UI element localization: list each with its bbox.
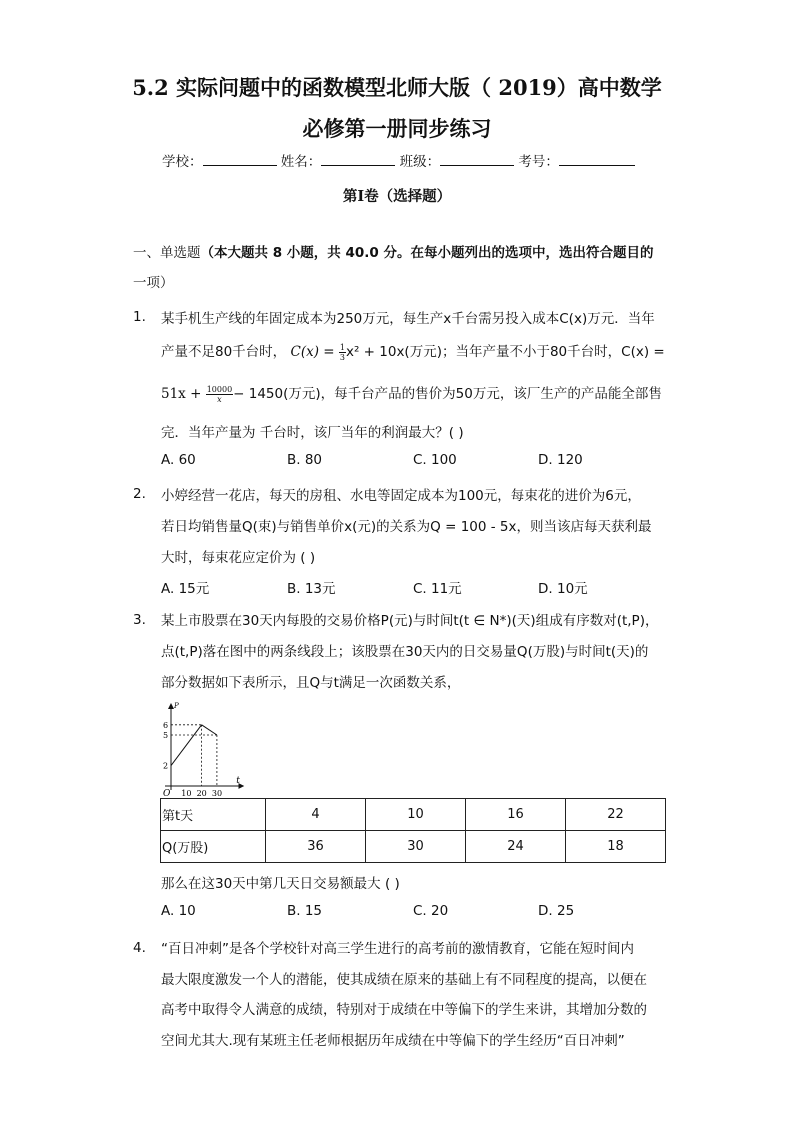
price-time-chart	[155, 700, 315, 798]
table-cell: 18	[566, 831, 666, 863]
q3-option-a[interactable]: A. 10	[161, 903, 196, 919]
q1-frac1-den: 3	[339, 352, 345, 362]
q1-option-c[interactable]: C. 100	[413, 452, 457, 468]
table-cell: 4	[266, 799, 366, 831]
table-cell: 10	[366, 799, 466, 831]
table-cell: 22	[566, 799, 666, 831]
q4-line-4: 空间尤其大.现有某班主任老师根据历年成绩在中等偏下的学生经历“百日冲刺”	[161, 1033, 625, 1049]
q2-line-2: 若日均销售量Q(束)与销售单价x(元)的关系为Q = 100 - 5x，则当该店每天获利最	[161, 519, 652, 535]
q1-option-b[interactable]: B. 80	[287, 452, 323, 468]
q1-number: 1.	[133, 309, 146, 325]
q3-line-1: 某上市股票在30天内每股的交易价格P(元)与时间t(t ∈ N*)(天)组成有序数对(t,P)，	[161, 613, 659, 629]
q3-option-b[interactable]: B. 15	[287, 903, 323, 919]
q4-line-2: 最大限度激发一个人的潜能，使其成绩在原来的基础上有不同程度的提高，以便在	[161, 972, 647, 988]
q1-option-d[interactable]: D. 120	[538, 452, 583, 468]
title-line-2: 必修第一册同步练习	[302, 116, 492, 141]
exam-number-blank[interactable]	[559, 151, 635, 166]
volume-heading: 第Ⅰ卷（选择题）	[342, 188, 452, 205]
q1-line-2a: 产量不足80千台时，	[161, 344, 287, 360]
section-heading	[133, 238, 673, 298]
school-label: 学校：	[162, 154, 203, 170]
origin-label: O	[163, 789, 171, 798]
y-tick-label: 5	[163, 731, 169, 740]
title-line-1: 5.2 实际问题中的函数模型北师大版（ 2019）高中数学	[132, 75, 662, 100]
class-label: 班级：	[399, 154, 441, 170]
table-cell: 36	[266, 831, 366, 863]
q4-number: 4.	[133, 940, 146, 956]
q2-line-1: 小婷经营一花店，每天的房租、水电等固定成本为100元，每束花的进价为6元，	[161, 488, 641, 504]
q2-number: 2.	[133, 486, 146, 502]
price-line-segment2	[202, 725, 217, 735]
q3-option-c[interactable]: C. 20	[413, 903, 449, 919]
q1-line-2c: x² + 10x(万元)；当年产量不小于80千台时，C(x) =	[345, 344, 665, 360]
x-axis-label: t	[236, 776, 240, 786]
y-tick-label: 2	[163, 761, 169, 771]
q3-line-4: 那么在这30天中第几天日交易额最大 ( )	[161, 876, 400, 892]
student-info-fields	[162, 150, 635, 170]
table-cell: 30	[366, 831, 466, 863]
q1-option-a[interactable]: A. 60	[161, 452, 196, 468]
q1-line-3a: 51x +	[161, 386, 202, 402]
q1-frac2-den: x	[217, 394, 222, 404]
q1-line-1: 某手机生产线的年固定成本为250万元，每生产x千台需另投入成本C(x)万元．当年	[161, 311, 655, 327]
q1-cost-fn: C(x) =	[290, 344, 335, 360]
q3-option-d[interactable]: D. 25	[538, 903, 575, 919]
q4-line-1: “百日冲刺”是各个学校针对高三学生进行的高考前的激情教育，它能在短时间内	[161, 941, 634, 957]
q1-line-3b: − 1450(万元)，每千台产品的售价为50万元，该厂生产的产品能全部售	[233, 386, 662, 402]
q1-frac1-num: 1	[339, 342, 345, 352]
q1-line-4: 完．当年产量为 千台时，该厂当年的利润最大？( )	[161, 425, 464, 441]
q3-line-2: 点(t,P)落在图中的两条线段上；该股票在30天内的日交易量Q(万股)与时间t(天)的	[161, 644, 649, 660]
class-blank[interactable]	[440, 151, 514, 166]
table-header-cell: Q(万股)	[161, 831, 266, 863]
name-blank[interactable]	[321, 151, 395, 166]
q4-line-3: 高考中取得令人满意的成绩，特别对于成绩在中等偏下的学生来讲，其增加分数的	[161, 1002, 647, 1018]
school-blank[interactable]	[203, 151, 277, 166]
q1-line-3	[161, 382, 662, 404]
y-axis-label: P	[174, 702, 179, 710]
x-tick-label: 30	[211, 789, 223, 798]
q1-fraction-1-3	[339, 343, 346, 362]
q2-option-c[interactable]: C. 11元	[413, 581, 462, 597]
table-cell: 16	[466, 799, 566, 831]
exam-number-label: 考号：	[518, 154, 559, 170]
q3-number: 3.	[133, 612, 146, 628]
q2-option-b[interactable]: B. 13元	[287, 581, 336, 597]
table-row	[161, 799, 666, 831]
q1-line-2	[161, 340, 665, 362]
q3-data-table	[160, 798, 666, 863]
x-tick-label: 20	[196, 789, 207, 798]
name-label: 姓名：	[280, 154, 322, 170]
table-cell: 24	[466, 831, 566, 863]
table-header-cell: 第t天	[161, 799, 266, 831]
section-desc-2: 一项）	[133, 275, 174, 291]
y-tick-label: 6	[163, 720, 169, 730]
q2-option-d[interactable]: D. 10元	[538, 581, 588, 597]
x-tick-label: 10	[181, 789, 192, 798]
price-line-segment1	[171, 725, 202, 766]
section-label: 一、单选题	[133, 245, 201, 261]
q2-option-a[interactable]: A. 15元	[161, 581, 210, 597]
q2-line-3: 大时，每束花应定价为 ( )	[161, 550, 316, 566]
table-row	[161, 831, 666, 863]
section-desc: （本大题共 8 小题，共 40.0 分。在每小题列出的选项中，选出符合题目的	[200, 245, 654, 261]
q1-frac2-num: 10000	[206, 384, 233, 394]
q1-fraction-10000-x	[206, 385, 233, 404]
q3-line-3: 部分数据如下表所示，且Q与t满足一次函数关系，	[161, 675, 461, 691]
